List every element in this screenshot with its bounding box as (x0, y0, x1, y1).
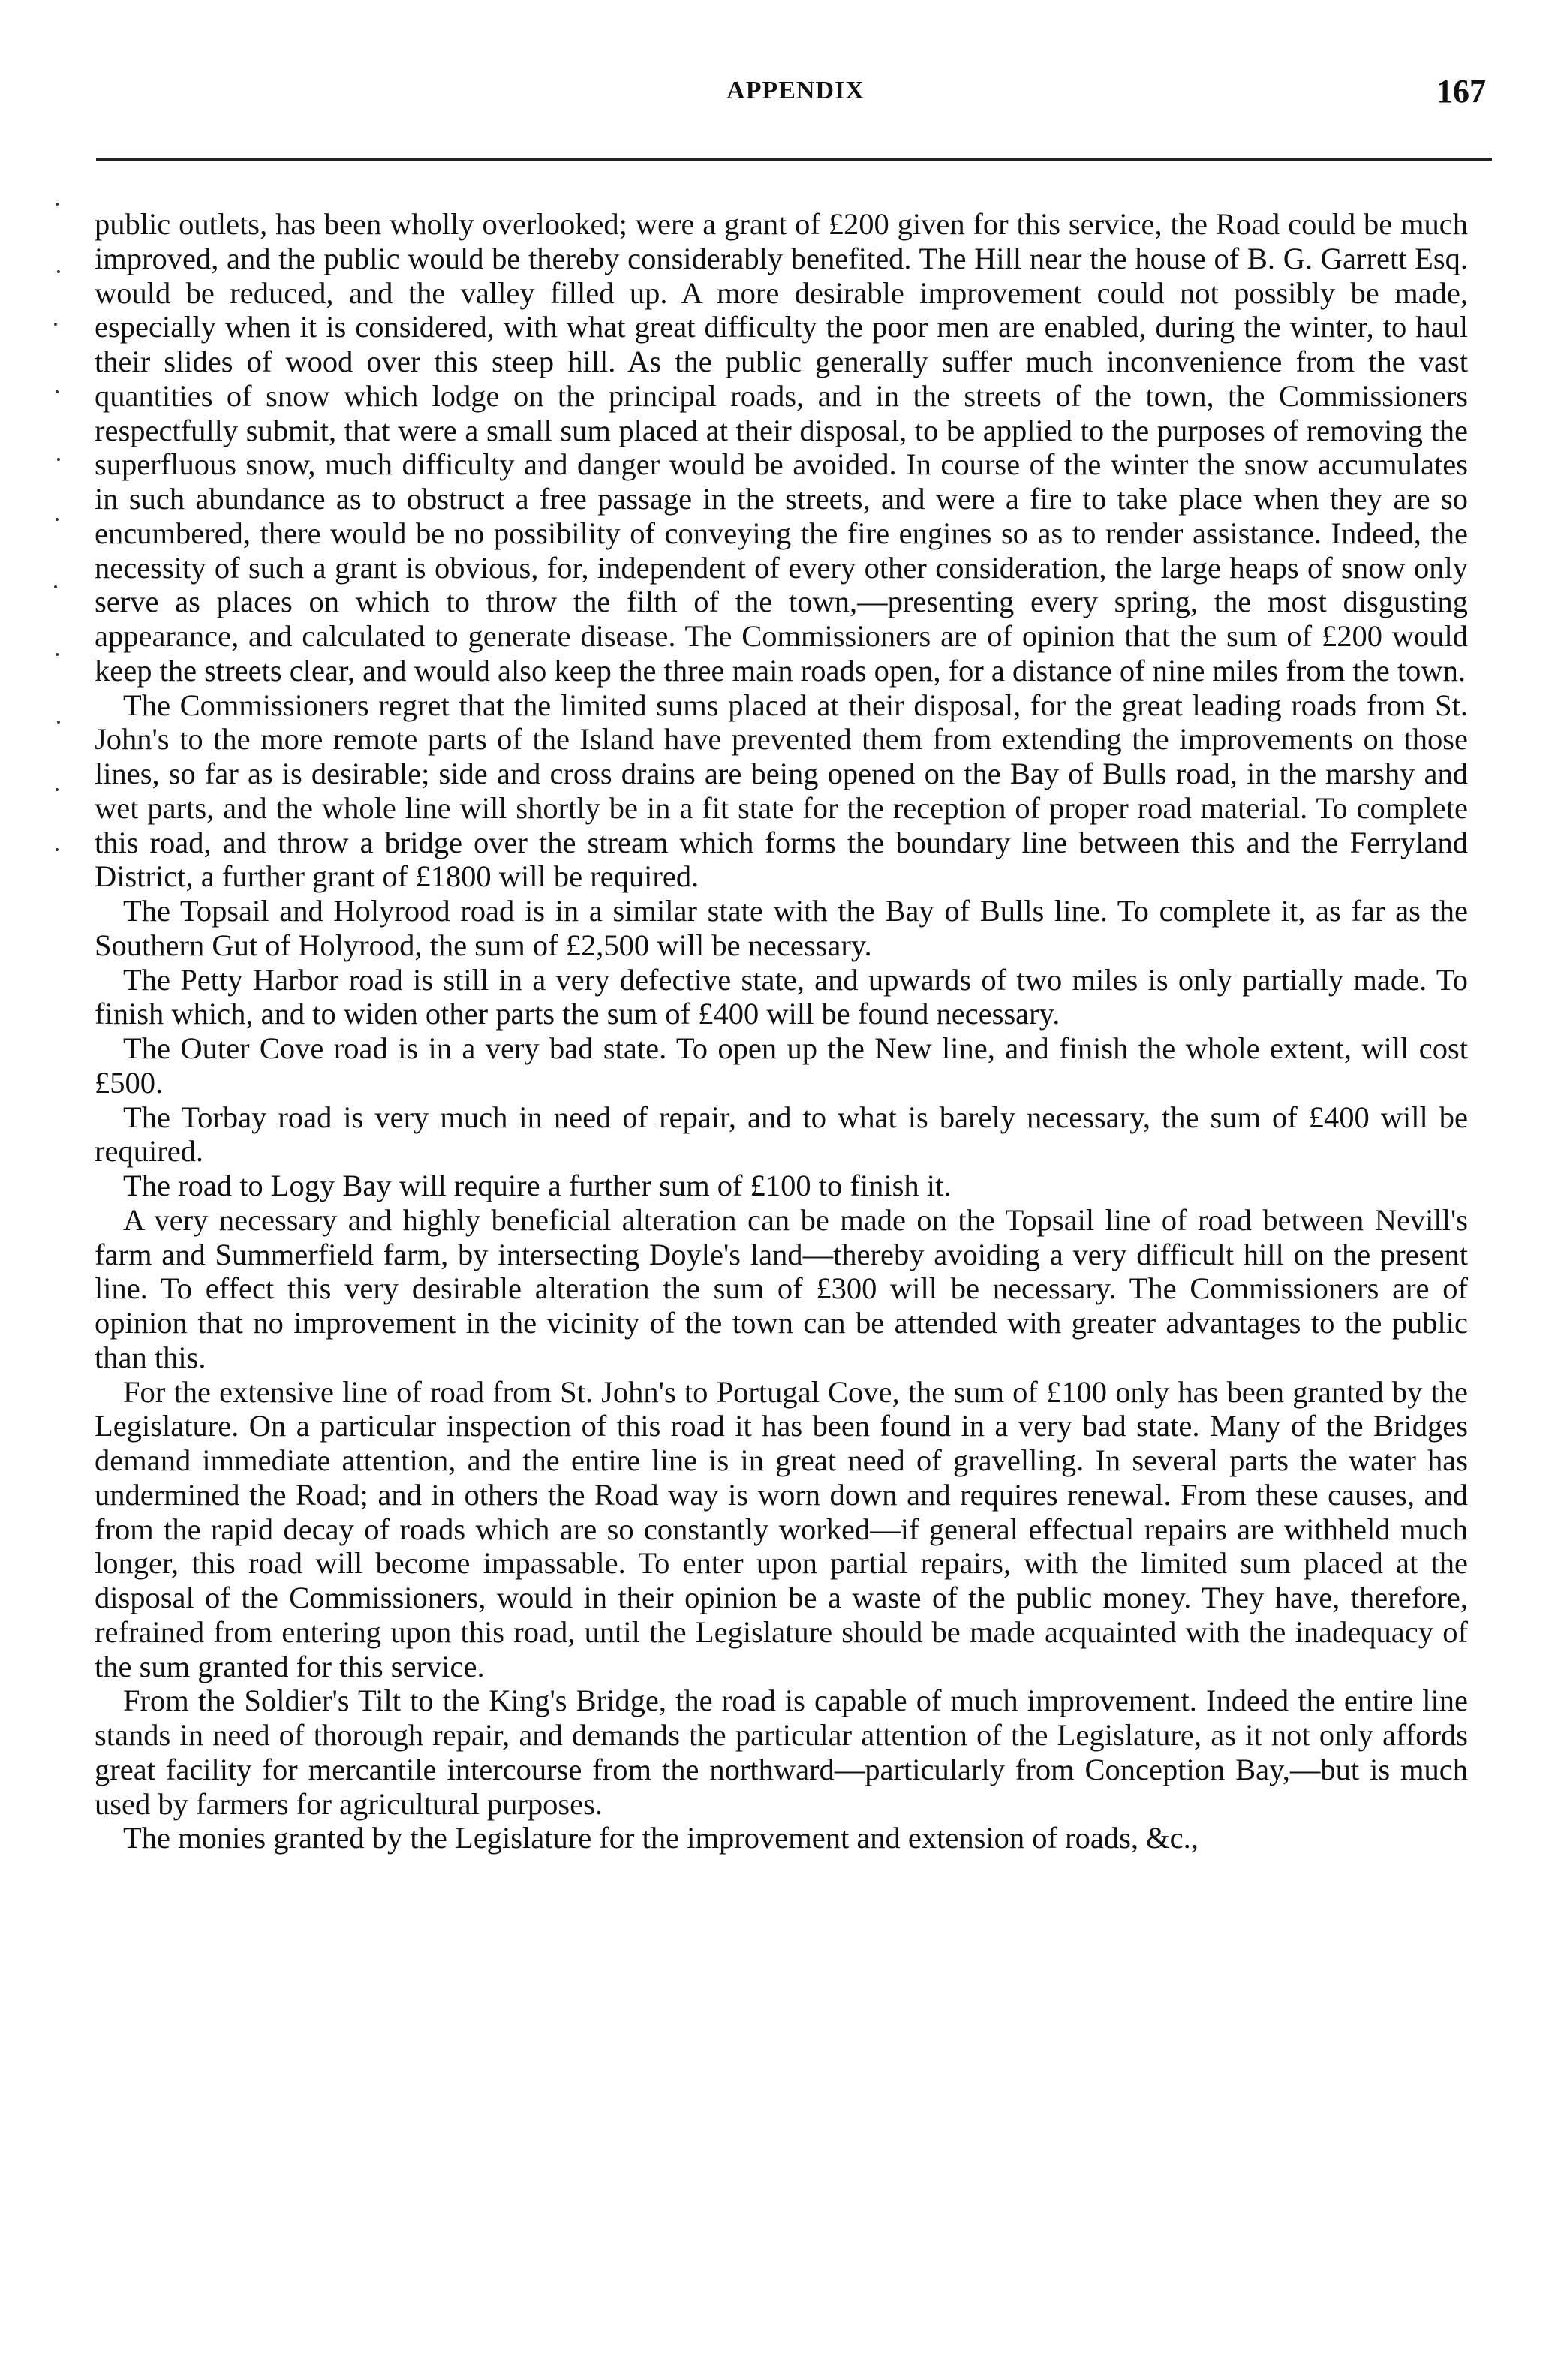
paragraph-10: From the Soldier's Tilt to the King's Bridge, the road is capable of much improvement. Indeed the entire line stands in need of thorough repair, and demands the particular attention of the Legislature, as it not only affords great facility for mercantile intercourse from the northward—particularly from Conception Bay,—but is much used by farmers for agricultural purposes. (95, 1683, 1468, 1821)
page-header (90, 73, 1501, 122)
margin-marks (47, 143, 77, 863)
paragraph-1: public outlets, has been wholly overlooked; were a grant of £200 given for this service, the Road could be much improved, and the public would be thereby considerably benefited. The Hill near the house of B. G. Garrett Esq. would be reduced, and the valley filled up. A more desirable improvement could not possibly be made, especially when it is considered, with what great difficulty the poor men are enabled, during the winter, to haul their slides of wood over this steep hill. As the public generally suffer much inconvenience from the vast quantities of snow which lodge on the principal roads, and in the streets of the town, the Commissioners respectfully submit, that were a small sum placed at their disposal, to be applied to the purposes of removing the superfluous snow, much difficulty and danger would be avoided. In course of the winter the snow accumulates in such abundance as to obstruct a free passage in the streets, and were a fire to take place when they are so encumbered, there would be no possibility of conveying the fire engines so as to render assistance. Indeed, the necessity of such a grant is obvious, for, independent of every other consideration, the large heaps of snow only serve as places on which to throw the filth of the town,—presenting every spring, the most disgusting appearance, and calculated to generate disease. The Commissioners are of opinion that the sum of £200 would keep the streets clear, and would also keep the three main roads open, for a distance of nine miles from the town. (95, 207, 1468, 688)
body-text (95, 207, 1468, 1855)
page-number: 167 (1436, 73, 1486, 110)
paragraph-8: A very necessary and highly beneficial alteration can be made on the Topsail line of road between Nevill's farm and Summerfield farm, by intersecting Doyle's land—thereby avoiding a very difficult hill on the present line. To effect this very desirable alteration the sum of £300 will be necessary. The Commissioners are of opinion that no improvement in the vicinity of the town can be attended with greater advantages to the public than this. (95, 1202, 1468, 1374)
paragraph-3: The Topsail and Holyrood road is in a similar state with the Bay of Bulls line. To complete it, as far as the Southern Gut of Holyrood, the sum of £2,500 will be necessary. (95, 894, 1468, 962)
header-rule-thick (96, 158, 1492, 161)
paragraph-11: The monies granted by the Legislature for the improvement and extension of roads, &c., (123, 1821, 1199, 1855)
paragraph-9: For the extensive line of road from St. John's to Portugal Cove, the sum of £100 only has been granted by the Legislature. On a particular inspection of this road it has been found in a very bad state. Many of the Bridges demand immediate attention, and the entire line is in great need of gravelling. In several parts the water has undermined the Road; and in others the Road way is worn down and requires renewal. From these causes, and from the rapid decay of roads which are so constantly worked—if general effectual repairs are withheld much longer, this road will become impassable. To enter upon partial repairs, with the limited sum placed at the disposal of the Commissioners, would in their opinion be a waste of the public money. They have, therefore, refrained from entering upon this road, until the Legislature should be made acquainted with the inadequacy of the sum granted for this service. (95, 1374, 1468, 1683)
paragraph-4: The Petty Harbor road is still in a very defective state, and upwards of two miles is only partially made. To finish which, and to widen other parts the sum of £400 will be found necessary. (95, 962, 1468, 1031)
paragraph-2: The Commissioners regret that the limited sums placed at their disposal, for the great leading roads from St. John's to the more remote parts of the Island have prevented them from extending the improvements on those lines, so far as is desirable; side and cross drains are being opened on the Bay of Bulls road, in the marshy and wet parts, and the whole line will shortly be in a fit state for the reception of proper road material. To complete this road, and throw a bridge over the stream which forms the boundary line between this and the Ferryland District, a further grant of £1800 will be required. (95, 688, 1468, 894)
running-head: APPENDIX (726, 77, 865, 104)
paragraph-5: The Outer Cove road is in a very bad state. To open up the New line, and finish the whole extent, will cost £500. (95, 1031, 1468, 1100)
paragraph-6: The Torbay road is very much in need of repair, and to what is barely necessary, the sum of £400 will be required. (95, 1100, 1468, 1169)
paragraph-7: The road to Logy Bay will require a further sum of £100 to finish it. (123, 1169, 952, 1202)
header-rule (96, 155, 1492, 162)
